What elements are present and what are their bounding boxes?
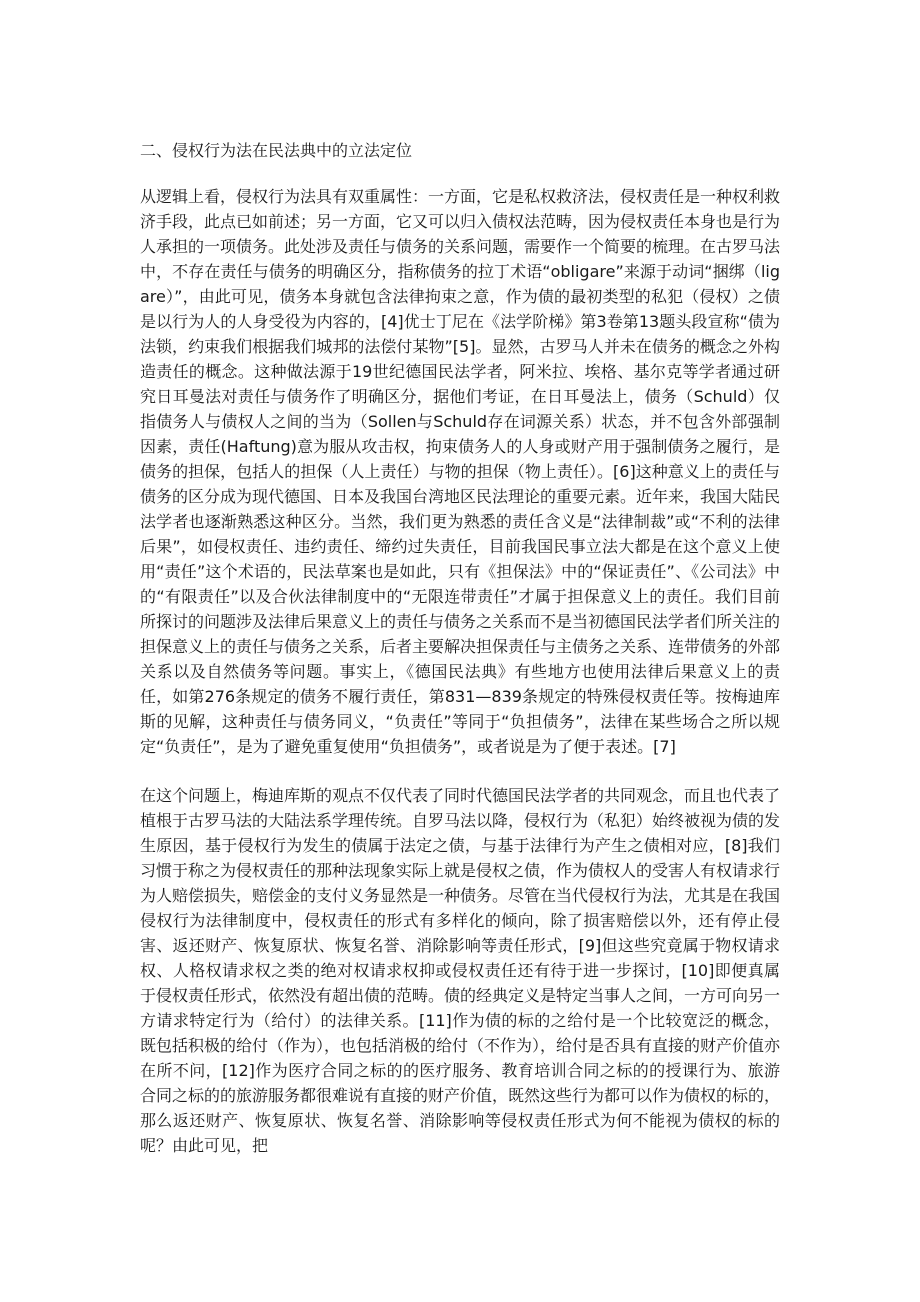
document-body	[140, 138, 780, 1182]
body-paragraph-1: 从逻辑上看，侵权行为法具有双重属性：一方面，它是私权救济法，侵权责任是一种权利救济手段，此点已如前述；另一方面，它又可以归入债权法范畴，因为侵权责任本身也是行为人承担的一项债务。此处涉及责任与债务的关系问题，需要作一个简要的梳理。在古罗马法中，不存在责任与债务的明确区分，指称债务的拉丁术语“obligare”来源于动词“捆绑（ligare）”，由此可见，债务本身就包含法律拘束之意，作为债的最初类型的私犯（侵权）之债是以行为人的人身受役为内容的，[4]优士丁尼在《法学阶梯》第3卷第13题头段宣称“债为法锁，约束我们根据我们城邦的法偿付某物”[5]。显然，古罗马人并未在债务的概念之外构造责任的概念。这种做法源于19世纪德国民法学者，阿米拉、埃格、基尔克等学者通过研究日耳曼法对责任与债务作了明确区分，据他们考证，在日耳曼法上，债务（Schuld）仅指债务人与债权人之间的当为（Sollen与Schuld存在词源关系）状态，并不包含外部强制因素，责任(Haftung)意为服从攻击权，拘束债务人的人身或财产用于强制债务之履行，是债务的担保，包括人的担保（人上责任）与物的担保（物上责任）。[6]这种意义上的责任与债务的区分成为现代德国、日本及我国台湾地区民法理论的重要元素。近年来，我国大陆民法学者也逐渐熟悉这种区分。当然，我们更为熟悉的责任含义是“法律制裁”或“不利的法律后果”，如侵权责任、违约责任、缔约过失责任，目前我国民事立法大都是在这个意义上使用“责任”这个术语的，民法草案也是如此，只有《担保法》中的“保证责任”、《公司法》中的“有限责任”以及合伙法律制度中的“无限连带责任”才属于担保意义上的责任。我们目前所探讨的问题涉及法律后果意义上的责任与债务之关系而不是当初德国民法学者们所关注的担保意义上的责任与债务之关系，后者主要解决担保责任与主债务之关系、连带债务的外部关系以及自然债务等问题。事实上，《德国民法典》有些地方也使用法律后果意义上的责任，如第276条规定的债务不履行责任，第831—839条规定的特殊侵权责任等。按梅迪库斯的见解，这种责任与债务同义，“负责任”等同于“负担债务”，法律在某些场合之所以规定“负责任”，是为了避免重复使用“负担债务”，或者说是为了便于表述。[7]	[140, 187, 781, 756]
section-heading: 二、侵权行为法在民法典中的立法定位	[140, 141, 413, 160]
body-paragraph-2: 在这个问题上，梅迪库斯的观点不仅代表了同时代德国民法学者的共同观念，而且也代表了植根于古罗马法的大陆法系学理传统。自罗马法以降，侵权行为（私犯）始终被视为债的发生原因，基于侵权行为发生的债属于法定之债，与基于法律行为产生之债相对应，[8]我们习惯于称之为侵权责任的那种法现象实际上就是侵权之债，作为债权人的受害人有权请求行为人赔偿损失，赔偿金的支付义务显然是一种债务。尽管在当代侵权行为法，尤其是在我国侵权行为法律制度中，侵权责任的形式有多样化的倾向，除了损害赔偿以外，还有停止侵害、返还财产、恢复原状、恢复名誉、消除影响等责任形式，[9]但这些究竟属于物权请求权、人格权请求权之类的绝对权请求权抑或侵权责任还有待于进一步探讨，[10]即便真属于侵权责任形式，依然没有超出债的范畴。债的经典定义是特定当事人之间，一方可向另一方请求特定行为（给付）的法律关系。[11]作为债的标的之给付是一个比较宽泛的概念，既包括积极的给付（作为），也包括消极的给付（不作为），给付是否具有直接的财产价值亦在所不问，[12]作为医疗合同之标的的医疗服务、教育培训合同之标的的授课行为、旅游合同之标的的旅游服务都很难说有直接的财产价值，既然这些行为都可以作为债权的标的，那么返还财产、恢复原状、恢复名誉、消除影响等侵权责任形式为何不能视为债权的标的呢？由此可见，把	[140, 786, 781, 1155]
